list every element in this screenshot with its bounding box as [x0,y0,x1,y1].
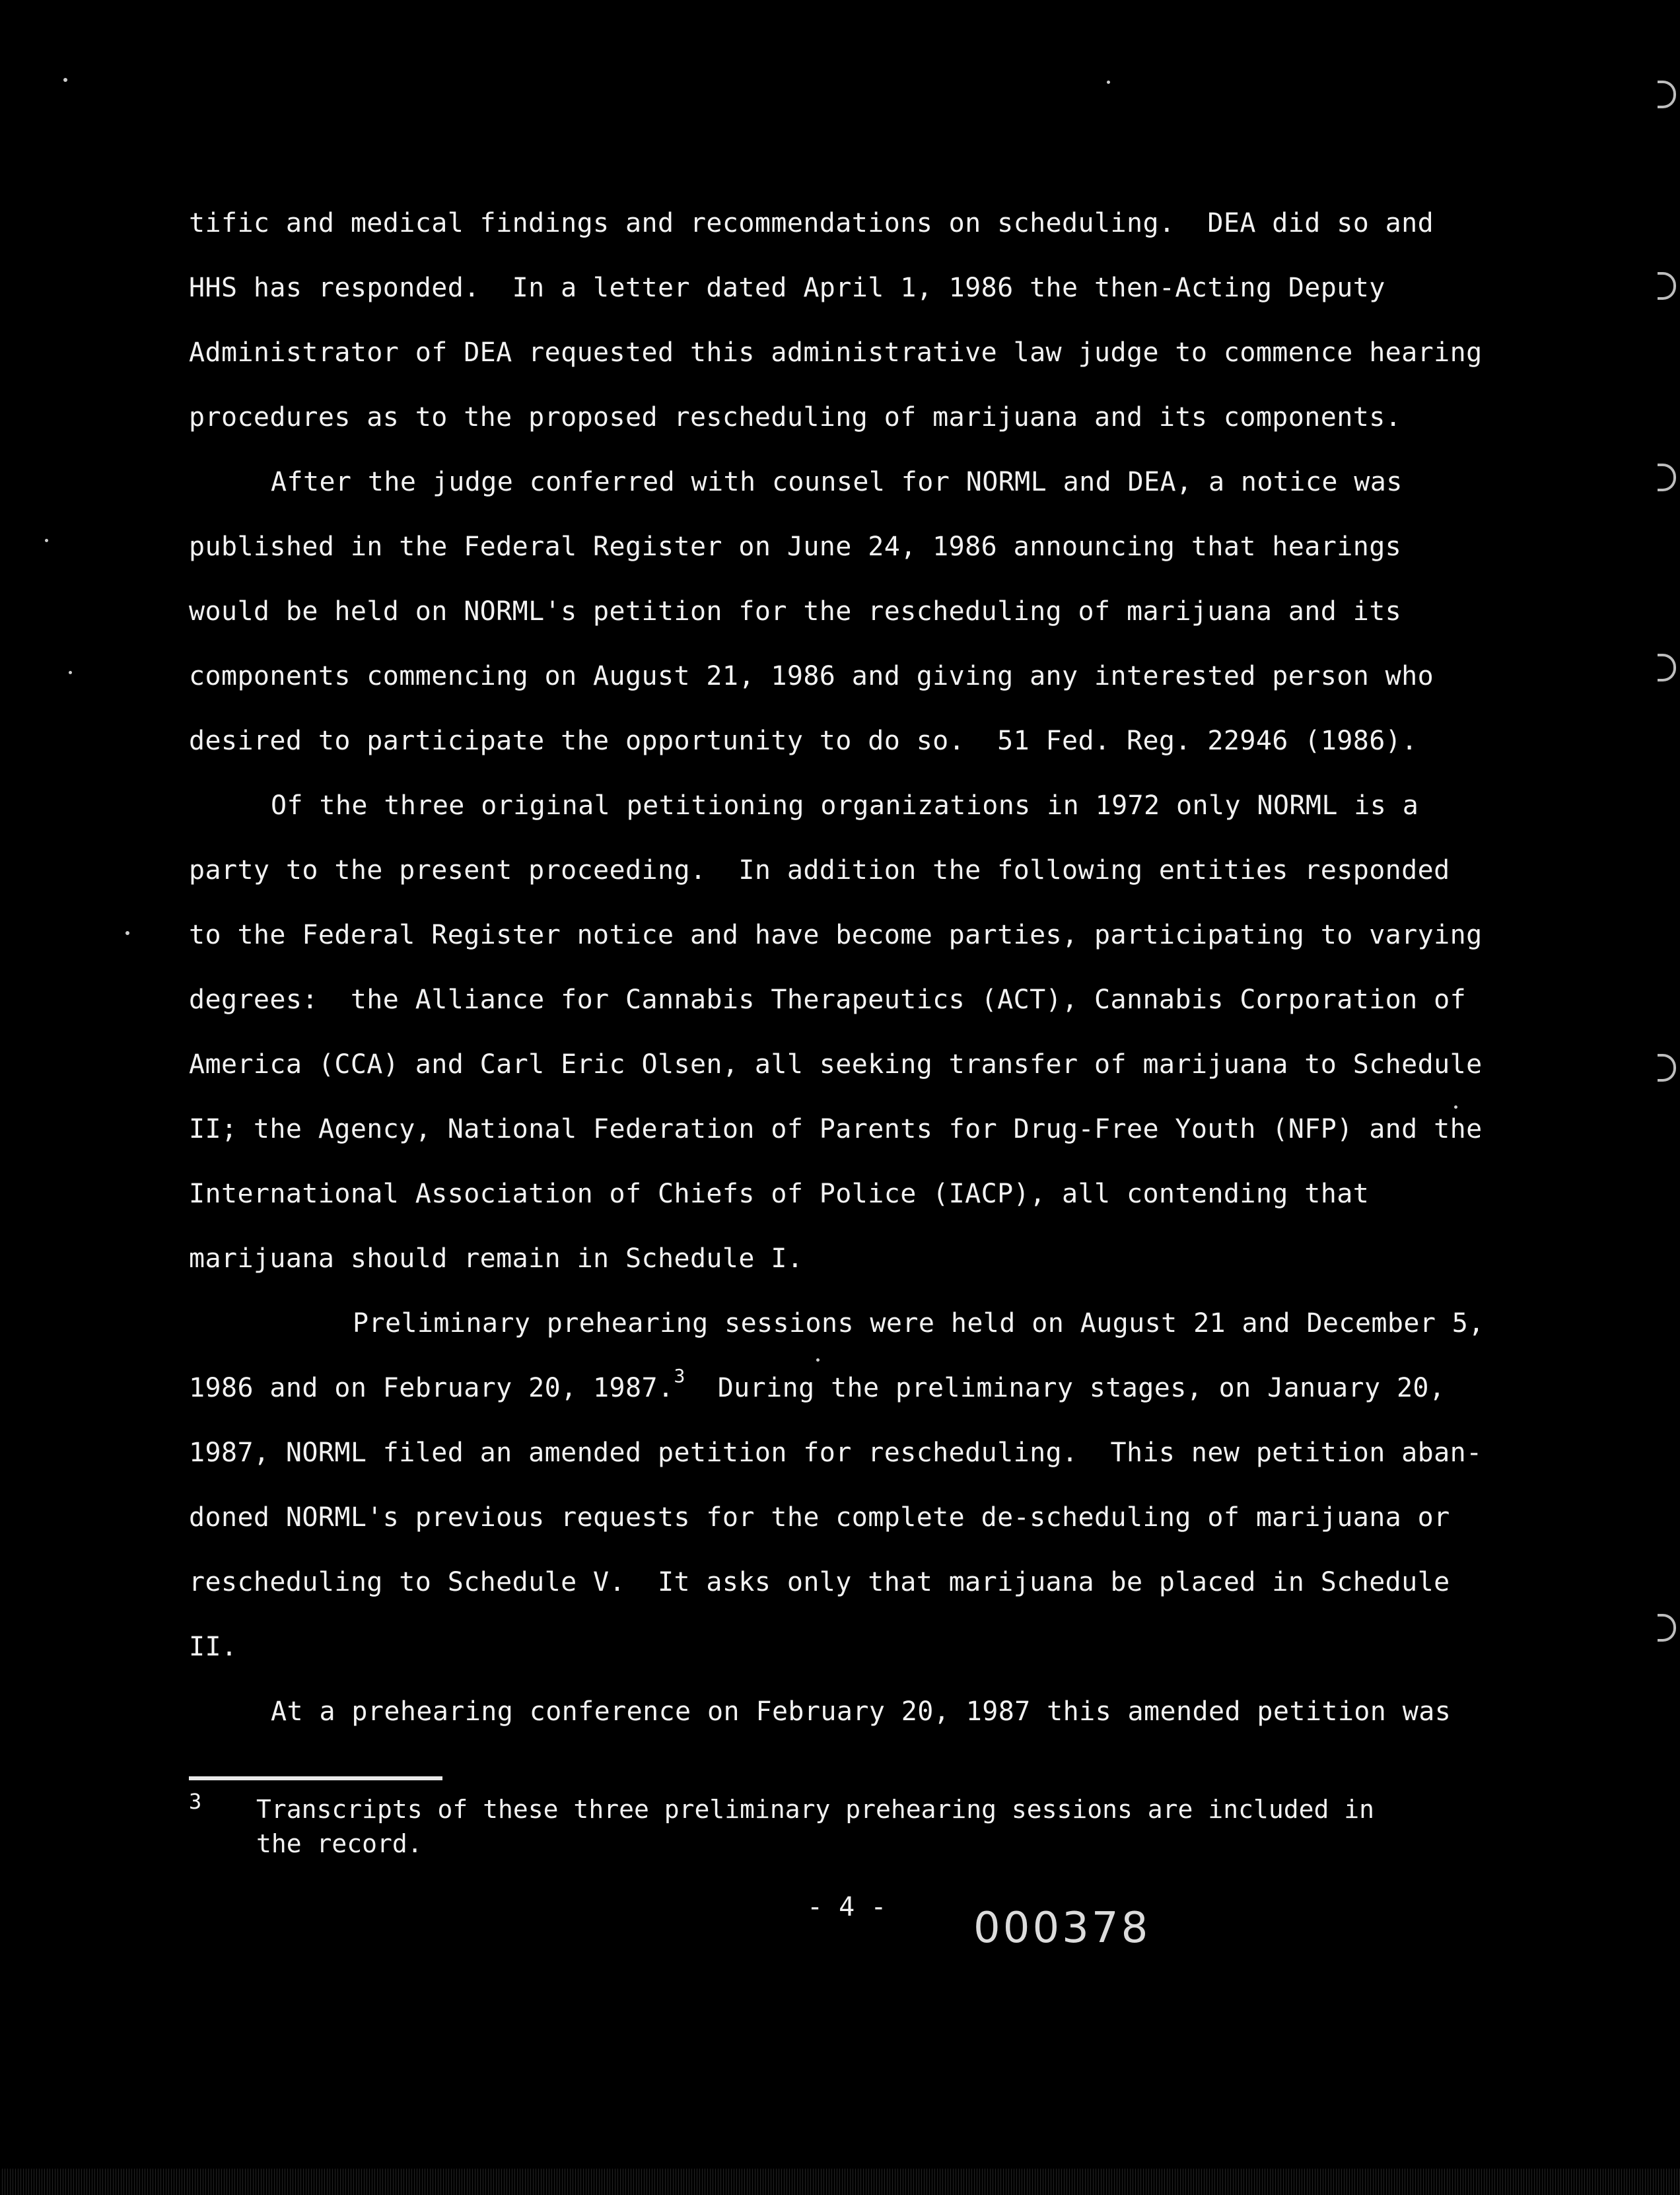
body-line-9: desired to participate the opportunity to do so. 51 Fed. Reg. 22946 (1986). [189,726,1418,756]
body-line-10: Of the three original petitioning organizations in 1972 only NORML is a [271,790,1419,821]
binder-hole-mark [1658,464,1676,491]
body-line-18: Preliminary prehearing sessions were held on August 21 and December 5, [353,1308,1485,1339]
body-line-19-end: During the preliminary stages, on January 20, [717,1373,1446,1403]
scan-speck [816,1358,820,1362]
body-line-12: to the Federal Register notice and have become parties, participating to varying [189,920,1483,950]
footnote-line-2: the record. [256,1829,423,1858]
scan-speck [125,931,129,935]
footnote-divider [189,1776,442,1780]
scan-speck [63,78,67,82]
bates-number: 000378 [973,1904,1151,1953]
scan-speck [45,539,48,542]
body-line-21: doned NORML's previous requests for the complete de-scheduling of marijuana or [189,1502,1450,1533]
scan-edge-noise [0,2169,1680,2195]
page-number: - 4 - [807,1892,887,1922]
body-line-7: would be held on NORML's petition for the rescheduling of marijuana and its [189,596,1402,627]
body-line-22: rescheduling to Schedule V. It asks only that marijuana be placed in Schedule [189,1567,1450,1597]
body-line-23: II. [189,1632,238,1662]
body-line-2: HHS has responded. In a letter dated April 1, 1986 the then-Acting Deputy [189,273,1385,303]
body-line-1: tific and medical findings and recommendations on scheduling. DEA did so and [189,208,1434,238]
body-line-24: At a prehearing conference on February 20, 1987 this amended petition was [271,1696,1452,1727]
binder-hole-mark [1658,654,1676,681]
body-line-11: party to the present proceeding. In addition the following entities responded [189,855,1450,886]
body-line-14: America (CCA) and Carl Eric Olsen, all seeking transfer of marijuana to Schedule [189,1049,1483,1080]
body-line-13: degrees: the Alliance for Cannabis Therapeutics (ACT), Cannabis Corporation of [189,985,1467,1015]
scan-speck [69,671,72,674]
footnote-marker: 3 [189,1789,202,1814]
body-line-17: marijuana should remain in Schedule I. [189,1243,804,1274]
body-line-5: After the judge conferred with counsel for NORML and DEA, a notice was [271,467,1403,497]
footnote-reference: 3 [674,1364,685,1387]
body-line-20: 1987, NORML filed an amended petition for rescheduling. This new petition aban- [189,1438,1483,1468]
body-line-15: II; the Agency, National Federation of Parents for Drug-Free Youth (NFP) and the [189,1114,1483,1144]
footnote-line-1: Transcripts of these three preliminary prehearing sessions are included in [256,1795,1374,1824]
body-line-3: Administrator of DEA requested this administrative law judge to commence hearing [189,337,1483,368]
body-line-19-start: 1986 and on February 20, 1987. [189,1373,674,1403]
body-line-4: procedures as to the proposed rescheduling of marijuana and its components. [189,402,1402,433]
body-line-16: International Association of Chiefs of Police (IACP), all contending that [189,1179,1370,1209]
scan-speck [1107,81,1110,84]
scan-speck [1454,1105,1457,1109]
binder-hole-mark [1658,1614,1676,1642]
body-line-8: components commencing on August 21, 1986 and giving any interested person who [189,661,1434,691]
body-line-19 [189,1364,1446,1405]
binder-hole-mark [1658,272,1676,300]
body-line-6: published in the Federal Register on June 24, 1986 announcing that hearings [189,532,1402,562]
binder-hole-mark [1658,81,1676,108]
binder-hole-mark [1658,1054,1676,1082]
